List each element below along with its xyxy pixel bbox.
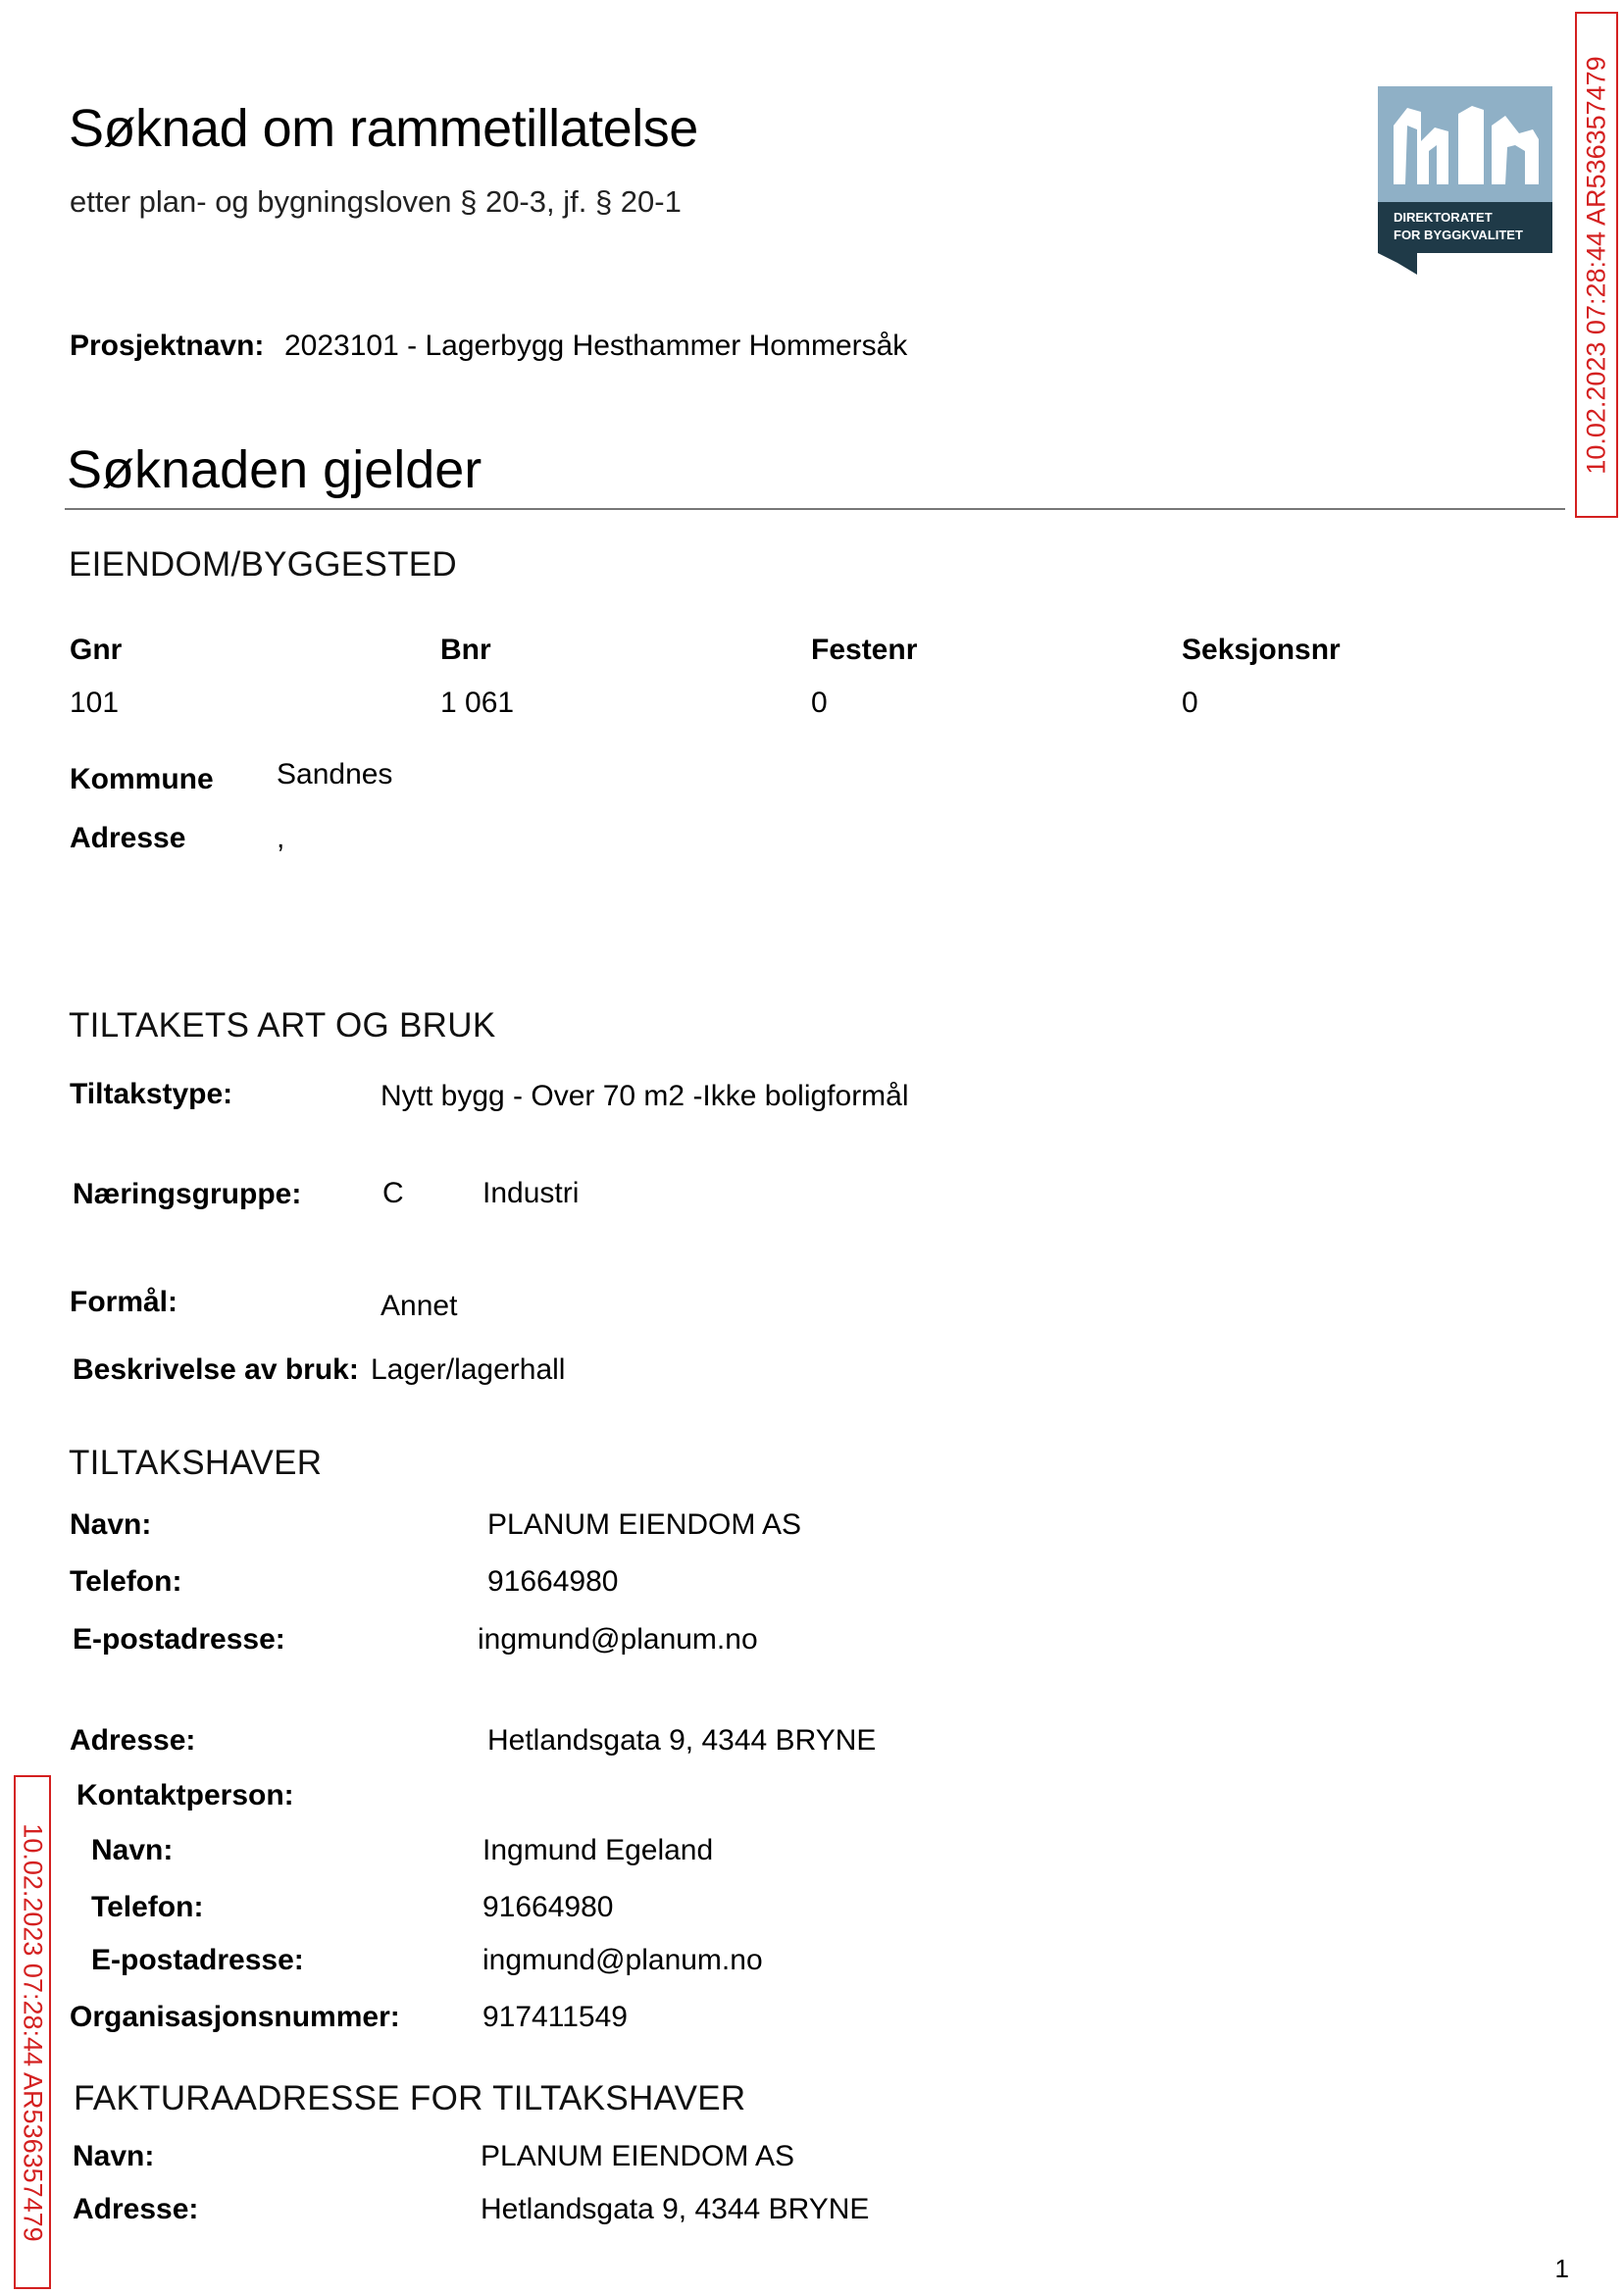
section-divider: [65, 508, 1565, 510]
page-subtitle: etter plan- og bygningsloven § 20-3, jf. § 20-1: [70, 184, 682, 219]
festenr-value: 0: [811, 687, 828, 719]
timestamp-stamp-top: [1575, 12, 1618, 518]
kommune-label: Kommune: [70, 763, 214, 795]
org-number-label: Organisasjonsnummer:: [70, 2001, 400, 2033]
naeringsgruppe-value: Industri: [482, 1177, 580, 1209]
invoice-name-label: Navn:: [73, 2140, 155, 2172]
contact-phone-value: 91664980: [482, 1891, 614, 1923]
project-value: 2023101 - Lagerbygg Hesthammer Hommersåk: [284, 330, 908, 362]
developer-phone-value: 91664980: [487, 1565, 619, 1598]
contact-email-label: E-postadresse:: [91, 1944, 304, 1976]
tiltakstype-label: Tiltakstype:: [70, 1078, 233, 1110]
logo-text-line2: FOR BYGGKVALITET: [1394, 228, 1523, 242]
kommune-value: Sandnes: [277, 758, 393, 790]
beskrivelse-value: Lager/lagerhall: [371, 1353, 566, 1386]
developer-address-label: Adresse:: [70, 1724, 196, 1757]
contact-name-label: Navn:: [91, 1834, 174, 1866]
adresse-label: Adresse: [70, 822, 186, 854]
beskrivelse-label: Beskrivelse av bruk:: [73, 1353, 359, 1386]
developer-name-value: PLANUM EIENDOM AS: [487, 1508, 802, 1541]
page-number: 1: [1554, 2254, 1569, 2283]
developer-address-value: Hetlandsgata 9, 4344 BRYNE: [487, 1724, 877, 1757]
page-title: Søknad om rammetillatelse: [69, 99, 698, 158]
invoice-address-value: Hetlandsgata 9, 4344 BRYNE: [481, 2193, 870, 2225]
stamp-text: 10.02.2023 07:28:44 AR536357479: [1581, 55, 1611, 475]
column-header-bnr: Bnr: [440, 634, 491, 666]
developer-name-label: Navn:: [70, 1508, 152, 1541]
section-title-invoice: FAKTURAADRESSE FOR TILTAKSHAVER: [74, 2079, 746, 2117]
tiltakstype-value: Nytt bygg - Over 70 m2 -Ikke boligformål: [381, 1080, 909, 1112]
contact-email-value: ingmund@planum.no: [482, 1944, 763, 1976]
dibk-logo: [1378, 86, 1552, 275]
invoice-address-label: Adresse:: [73, 2193, 199, 2225]
stamp-text: 10.02.2023 07:28:44 AR536357479: [18, 1822, 48, 2242]
seksjonsnr-value: 0: [1182, 687, 1198, 719]
invoice-name-value: PLANUM EIENDOM AS: [481, 2140, 795, 2172]
section-title-applies: Søknaden gjelder: [67, 440, 482, 499]
section-title-measure: TILTAKETS ART OG BRUK: [69, 1006, 496, 1045]
logo-text-line1: DIREKTORATET: [1394, 210, 1493, 225]
developer-email-value: ingmund@planum.no: [478, 1623, 758, 1656]
org-number-value: 917411549: [482, 2001, 628, 2033]
section-title-property: EIENDOM/BYGGESTED: [69, 545, 457, 584]
formal-value: Annet: [381, 1290, 458, 1322]
contact-name-value: Ingmund Egeland: [482, 1834, 714, 1866]
bnr-value: 1 061: [440, 687, 515, 719]
section-title-developer: TILTAKSHAVER: [69, 1444, 323, 1482]
developer-phone-label: Telefon:: [70, 1565, 182, 1598]
adresse-value: ,: [277, 822, 285, 854]
naeringsgruppe-label: Næringsgruppe:: [73, 1178, 302, 1210]
gnr-value: 101: [70, 687, 120, 719]
naeringsgruppe-code: C: [382, 1177, 404, 1209]
contact-person-label: Kontaktperson:: [76, 1779, 294, 1811]
contact-phone-label: Telefon:: [91, 1891, 204, 1923]
developer-email-label: E-postadresse:: [73, 1623, 285, 1656]
project-label: Prosjektnavn:: [70, 330, 265, 362]
column-header-festenr: Festenr: [811, 634, 918, 666]
column-header-seksjonsnr: Seksjonsnr: [1182, 634, 1341, 666]
column-header-gnr: Gnr: [70, 634, 123, 666]
timestamp-stamp-left: [14, 1775, 51, 2289]
formal-label: Formål:: [70, 1286, 178, 1318]
